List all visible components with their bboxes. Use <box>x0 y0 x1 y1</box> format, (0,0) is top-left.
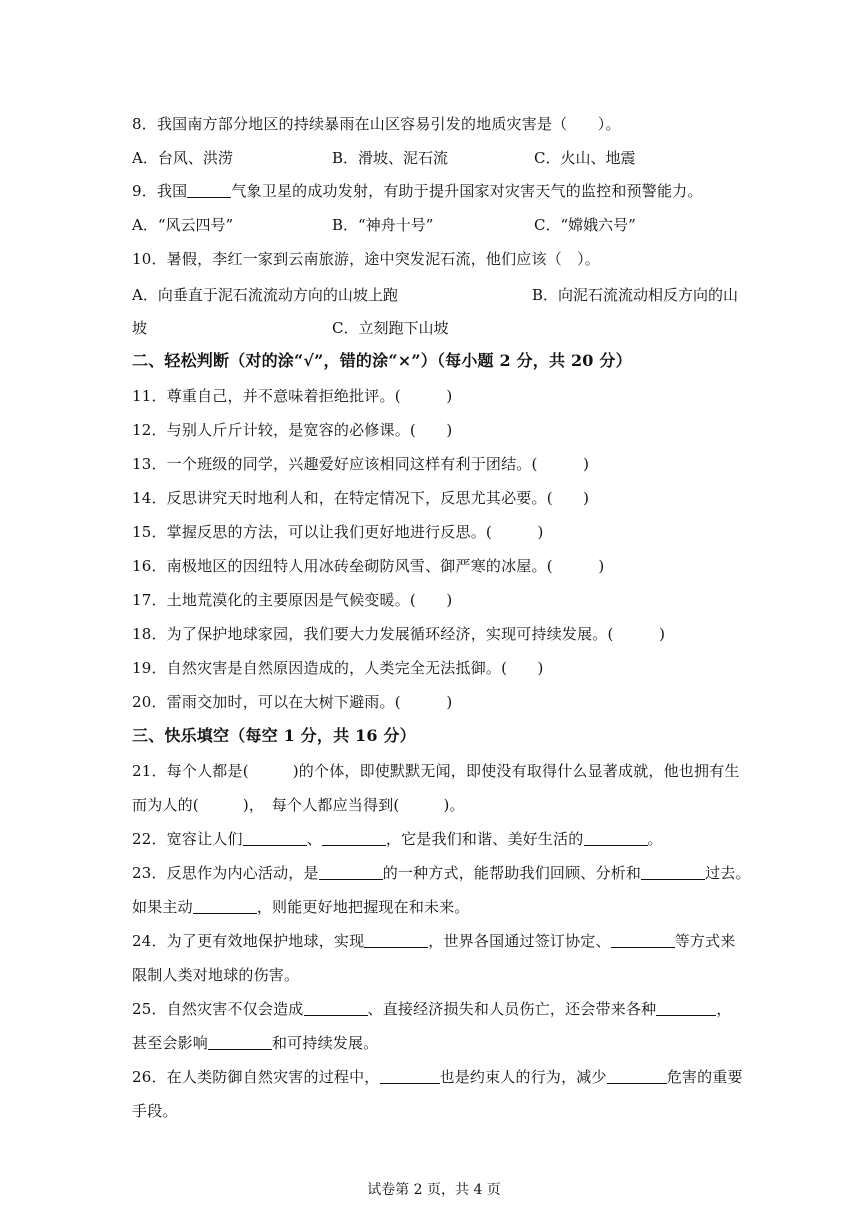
blank[interactable] <box>322 831 386 846</box>
text: )的个体，即使默默无闻，即使没有取得什么显著成就，他也拥有生 <box>292 762 740 780</box>
blank[interactable] <box>319 865 383 880</box>
q10-option-a: A．向垂直于泥石流流动方向的山坡上跑 <box>132 286 398 304</box>
q8-option-a: A．台风、洪涝 <box>132 149 233 167</box>
question-22 <box>132 829 663 849</box>
text: ，则能更好地把握现在和未来。 <box>256 898 470 916</box>
judge-item: 20．雷雨交加时，可以在大树下避雨。( ) <box>132 693 453 711</box>
text: ，世界各国通过签订协定、 <box>428 932 611 950</box>
q10-option-b-cont: 坡 <box>132 319 148 337</box>
section-2-heading: 二、轻松判断（对的涂“√”，错的涂“×”）（每小题 2 分，共 20 分） <box>132 351 632 370</box>
blank[interactable] <box>208 1035 272 1050</box>
q9-suffix: 气象卫星的成功发射，有助于提升国家对灾害天气的监控和预警能力。 <box>231 182 703 200</box>
text: 24．为了更有效地保护地球，实现 <box>132 932 365 950</box>
q8-option-c: C．火山、地震 <box>534 149 636 167</box>
judge-item: 11．尊重自己，并不意味着拒绝批评。( ) <box>132 387 453 405</box>
question-23-line2 <box>132 897 470 917</box>
text: 等方式来 <box>674 932 736 950</box>
question-21-line1 <box>132 761 740 781</box>
question-25-line1 <box>132 999 732 1019</box>
text: )， 每个人都应当得到( <box>242 796 400 814</box>
question-10: 10．暑假，李红一家到云南旅游，途中突发泥石流，他们应该（ ）。 <box>132 250 600 268</box>
q9-prefix: 9．我国 <box>132 182 188 200</box>
q9-option-c: C．“嫦娥六号” <box>534 216 636 234</box>
blank[interactable] <box>656 1001 716 1016</box>
question-26-line2: 手段。 <box>132 1102 178 1120</box>
blank[interactable] <box>193 899 257 914</box>
blank[interactable] <box>611 933 675 948</box>
text: 、直接经济损失和人员伤亡，还会带来各种 <box>367 1000 657 1018</box>
text: ， <box>716 1000 732 1018</box>
text: 和可持续发展。 <box>272 1034 379 1052</box>
question-21-line2 <box>132 795 465 815</box>
text: 22．宽容让人们 <box>132 830 243 848</box>
question-23-line1 <box>132 863 751 883</box>
text: 如果主动 <box>132 898 193 916</box>
blank[interactable] <box>243 831 307 846</box>
page-footer: 试卷第 2 页，共 4 页 <box>367 1182 501 1198</box>
judge-item: 13．一个班级的同学，兴趣爱好应该相同这样有利于团结。( ) <box>132 455 590 473</box>
text: 25．自然灾害不仅会造成 <box>132 1000 304 1018</box>
question-25-line2 <box>132 1033 378 1053</box>
judge-item: 12．与别人斤斤计较，是宽容的必修课。( ) <box>132 421 453 439</box>
judge-item: 18．为了保护地球家园，我们要大力发展循环经济，实现可持续发展。( ) <box>132 625 666 643</box>
judge-item: 14．反思讲究天时地利人和，在特定情况下，反思尤其必要。( ) <box>132 489 590 507</box>
judge-item: 17．土地荒漠化的主要原因是气候变暖。( ) <box>132 591 453 609</box>
question-26-line1 <box>132 1067 743 1087</box>
text: 甚至会影响 <box>132 1034 209 1052</box>
blank[interactable] <box>607 1069 667 1084</box>
q8-option-b: B．滑坡、泥石流 <box>332 149 449 167</box>
question-24-line2: 限制人类对地球的伤害。 <box>132 966 300 984</box>
q10-option-c: C．立刻跑下山坡 <box>332 319 449 337</box>
text: 的一种方式，能帮助我们回顾、分析和 <box>382 864 642 882</box>
question-9 <box>132 181 703 201</box>
text: ，它是我们和谐、美好生活的 <box>385 830 584 848</box>
text: 也是约束人的行为，减少 <box>439 1068 607 1086</box>
text: 23．反思作为内心活动，是 <box>132 864 319 882</box>
blank[interactable] <box>304 1001 368 1016</box>
blank[interactable] <box>584 831 648 846</box>
blank[interactable] <box>187 183 231 198</box>
text: 21．每个人都是( <box>132 762 249 780</box>
blank[interactable] <box>380 1069 440 1084</box>
judge-item: 19．自然灾害是自然原因造成的，人类完全无法抵御。( ) <box>132 659 544 677</box>
question-8: 8．我国南方部分地区的持续暴雨在山区容易引发的地质灾害是（ ）。 <box>132 115 621 133</box>
section-3-heading: 三、快乐填空（每空 1 分，共 16 分） <box>132 726 416 745</box>
text: 。 <box>647 830 663 848</box>
text: 26．在人类防御自然灾害的过程中， <box>132 1068 380 1086</box>
q9-option-a: A．“风云四号” <box>132 216 234 234</box>
blank[interactable] <box>641 865 705 880</box>
q9-option-b: B．“神舟十号” <box>332 216 434 234</box>
judge-item: 16．南极地区的因纽特人用冰砖垒砌防风雪、御严寒的冰屋。( ) <box>132 557 605 575</box>
question-24-line1 <box>132 931 736 951</box>
text: 而为人的( <box>132 796 199 814</box>
blank[interactable] <box>364 933 428 948</box>
q10-option-b: B．向泥石流流动相反方向的山 <box>532 286 739 304</box>
text: 过去。 <box>705 864 751 882</box>
judge-item: 15．掌握反思的方法，可以让我们更好地进行反思。( ) <box>132 523 544 541</box>
text: 危害的重要 <box>666 1068 743 1086</box>
text: 、 <box>306 830 322 848</box>
text: )。 <box>443 796 465 814</box>
